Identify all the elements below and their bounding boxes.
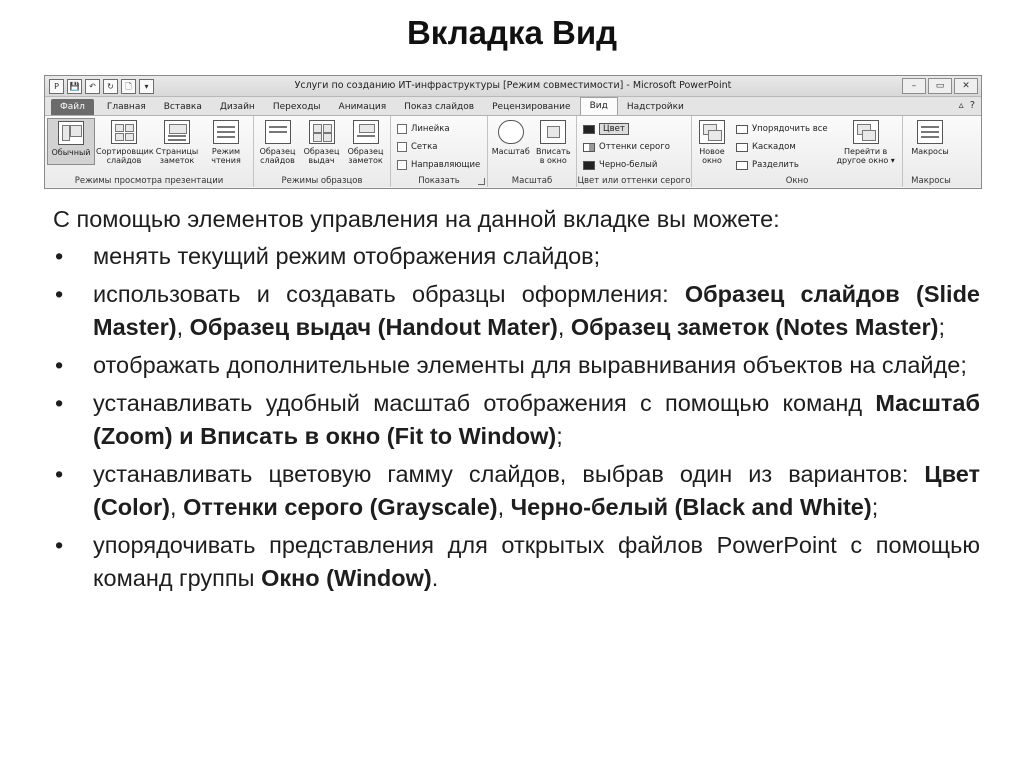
group-show — [391, 116, 488, 187]
group-label-zoom: Масштаб — [511, 176, 553, 186]
help-icon[interactable]: ? — [969, 100, 975, 111]
ruler-checkbox-box[interactable] — [397, 124, 407, 134]
group-label-window: Окно — [785, 176, 809, 186]
ribbon-tabs — [45, 97, 981, 116]
macros-button[interactable]: Макросы — [905, 118, 955, 156]
color-button[interactable]: Цвет — [583, 120, 685, 138]
notes-master-button[interactable]: Образец заметок — [344, 118, 387, 165]
intro-text: С помощью элементов управления на данной вкладке вы можете: — [53, 206, 780, 232]
slide-sorter-icon — [111, 120, 137, 144]
magnifier-icon — [498, 120, 524, 144]
tab-slideshow[interactable]: Показ слайдов — [404, 102, 475, 112]
ribbon-screenshot — [44, 75, 982, 189]
dialog-launcher-icon[interactable] — [478, 178, 485, 185]
tab-design[interactable]: Дизайн — [219, 102, 255, 112]
handout-master-button[interactable]: Образец выдач — [300, 118, 343, 165]
split-button[interactable]: Разделить — [736, 156, 828, 174]
switch-windows-button[interactable]: Перейти в другое окно ▾ — [836, 118, 896, 174]
notes-master-icon — [353, 120, 379, 144]
app-icon[interactable]: P — [49, 79, 64, 94]
notes-page-icon — [164, 120, 190, 144]
save-icon[interactable]: 💾 — [67, 79, 82, 94]
ribbon-tab-icons — [959, 100, 975, 111]
fit-to-window-button[interactable]: Вписать в окно — [533, 118, 575, 165]
close-button[interactable]: ✕ — [954, 78, 978, 94]
new-window-icon — [699, 120, 725, 144]
list-item: • упорядочивать представления для открытых файлов PowerPoint с помощью команд группы Окно (Window). — [53, 529, 980, 595]
list-item: • устанавливать цветовую гамму слайдов, выбрав один из вариантов: Цвет (Color), Оттенки серого (Grayscale), Черно-белый (Black and White); — [53, 458, 980, 524]
tab-home[interactable]: Главная — [106, 102, 146, 112]
group-label-show: Показать — [418, 176, 460, 186]
gridlines-checkbox-box[interactable] — [397, 142, 407, 152]
tab-addins[interactable]: Надстройки — [626, 102, 684, 112]
normal-view-icon — [58, 121, 84, 145]
normal-view-button[interactable]: Обычный — [47, 118, 95, 165]
minimize-button[interactable]: – — [902, 78, 926, 94]
window-title: Услуги по созданию ИТ-инфраструктуры [Режим совместимости] - Microsoft PowerPoint — [294, 80, 732, 91]
bullet-list — [53, 240, 980, 595]
cascade-button[interactable]: Каскадом — [736, 138, 828, 156]
black-and-white-button[interactable]: Черно-белый — [583, 156, 685, 174]
group-macros — [903, 116, 959, 187]
tab-file[interactable]: Файл — [51, 99, 94, 115]
handout-master-icon — [309, 120, 335, 144]
group-zoom — [488, 116, 577, 187]
cascade-icon — [736, 143, 748, 152]
minimize-ribbon-icon[interactable]: ▵ — [958, 100, 964, 111]
maximize-button[interactable]: ▭ — [928, 78, 952, 94]
group-label-views: Режимы просмотра презентации — [74, 176, 224, 186]
group-window — [692, 116, 903, 187]
grayscale-button[interactable]: Оттенки серого — [583, 138, 685, 156]
customize-qat-icon[interactable]: ▾ — [139, 79, 154, 94]
group-color-grayscale — [577, 116, 692, 187]
window-controls — [902, 78, 978, 94]
slide-title: Вкладка Вид — [406, 14, 618, 51]
group-presentation-views — [45, 116, 254, 187]
zoom-button[interactable]: Масштаб — [490, 118, 532, 165]
fit-to-window-icon — [540, 120, 566, 144]
macros-icon — [917, 120, 943, 144]
color-icon — [583, 125, 595, 134]
ruler-checkbox[interactable]: Линейка — [397, 120, 481, 138]
slide-master-button[interactable]: Образец слайдов — [256, 118, 299, 165]
notes-page-button[interactable]: Страницы заметок — [153, 118, 201, 165]
group-label-masters: Режимы образцов — [281, 176, 363, 186]
split-icon — [736, 161, 748, 170]
window-titlebar — [45, 76, 981, 97]
new-document-icon[interactable]: 🗋 — [121, 79, 136, 94]
arrange-all-icon — [736, 125, 748, 134]
grayscale-icon — [583, 143, 595, 152]
gridlines-checkbox[interactable]: Сетка — [397, 138, 481, 156]
slide-master-icon — [265, 120, 291, 144]
new-window-button[interactable]: Новое окно — [694, 118, 730, 174]
tab-animations[interactable]: Анимация — [338, 102, 387, 112]
slide-body — [53, 203, 980, 600]
tab-insert[interactable]: Вставка — [163, 102, 202, 112]
slide-sorter-button[interactable]: Сортировщик слайдов — [96, 118, 152, 165]
guides-checkbox[interactable]: Направляющие — [397, 156, 481, 174]
list-item: • менять текущий режим отображения слайдов; — [53, 240, 980, 273]
group-label-color: Цвет или оттенки серого — [577, 176, 691, 186]
ribbon-groups — [45, 116, 981, 187]
black-and-white-icon — [583, 161, 595, 170]
reading-view-button[interactable]: Режим чтения — [202, 118, 250, 165]
list-item: • отображать дополнительные элементы для выравнивания объектов на слайде; — [53, 349, 980, 382]
list-item: • использовать и создавать образцы оформления: Образец слайдов (Slide Master), Образец выдач (Handout Mater), Образец заметок (Notes Master); — [53, 278, 980, 344]
redo-icon[interactable]: ↻ — [103, 79, 118, 94]
switch-windows-icon — [853, 120, 879, 144]
undo-icon[interactable]: ↶ — [85, 79, 100, 94]
tab-transitions[interactable]: Переходы — [272, 102, 321, 112]
group-master-views — [254, 116, 391, 187]
guides-checkbox-box[interactable] — [397, 160, 407, 170]
reading-view-icon — [213, 120, 239, 144]
tab-view[interactable]: Вид — [580, 97, 618, 115]
list-item: • устанавливать удобный масштаб отображения с помощью команд Масштаб (Zoom) и Вписать в окно (Fit to Window); — [53, 387, 980, 453]
tab-review[interactable]: Рецензирование — [492, 102, 571, 112]
arrange-all-button[interactable]: Упорядочить все — [736, 120, 828, 138]
group-label-macros: Макросы — [911, 176, 951, 186]
